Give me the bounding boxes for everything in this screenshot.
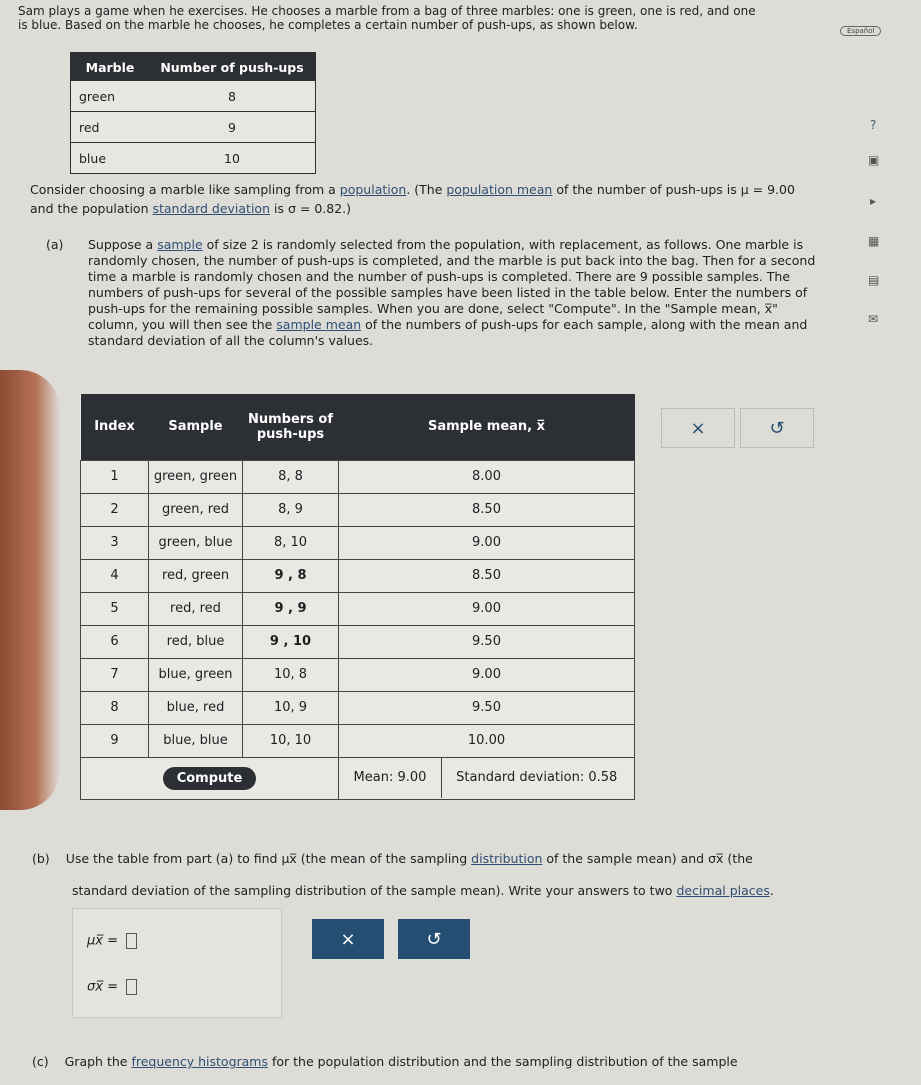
- pushups-cell: 8: [149, 81, 316, 112]
- table-row: [71, 143, 316, 174]
- table-row: [71, 81, 316, 112]
- mean-cell: 9.00: [339, 592, 635, 625]
- sd-summary: Standard deviation: 0.58: [456, 770, 618, 785]
- sigma-xbar-input[interactable]: [126, 979, 137, 995]
- part-c-label: (c): [32, 1054, 49, 1069]
- mu-value: μ = 9.00: [740, 182, 795, 197]
- sigma-xbar-answer-row: σx̅ =: [87, 979, 137, 995]
- pushups-cell: 9: [149, 112, 316, 143]
- mean-cell: 9.00: [339, 526, 635, 559]
- distribution-link[interactable]: distribution: [471, 851, 543, 866]
- standard-deviation-link[interactable]: standard deviation: [152, 201, 271, 216]
- table-row: [81, 460, 635, 493]
- index-cell: 3: [81, 526, 149, 559]
- frequency-histograms-link[interactable]: frequency histograms: [131, 1054, 269, 1069]
- pushups-cell: 8, 10: [243, 526, 339, 559]
- pushups-header: Numbers of push-ups: [243, 394, 339, 460]
- pushups-input-cell[interactable]: 9 , 9: [243, 592, 339, 625]
- part-b-label: (b): [32, 851, 50, 866]
- undo-button[interactable]: ↺: [740, 408, 814, 448]
- clear-button-b[interactable]: ×: [312, 919, 384, 959]
- table-row: [71, 112, 316, 143]
- compute-cell: [81, 757, 339, 799]
- mu-xbar-symbol: μx̅: [281, 851, 297, 866]
- mean-cell: 8.00: [339, 460, 635, 493]
- part-b-answer-box: [72, 908, 282, 1018]
- index-cell: 7: [81, 658, 149, 691]
- sample-mean-header: Sample mean, x̅: [339, 394, 635, 460]
- sample-cell: red, blue: [149, 625, 243, 658]
- mean-cell: 10.00: [339, 724, 635, 757]
- sample-link[interactable]: sample: [157, 237, 203, 252]
- index-cell: 4: [81, 559, 149, 592]
- table-row: [81, 493, 635, 526]
- sample-cell: green, green: [149, 460, 243, 493]
- sigma-value: σ = 0.82: [287, 201, 343, 216]
- decimal-places-link[interactable]: decimal places: [676, 883, 770, 898]
- sample-cell: blue, blue: [149, 724, 243, 757]
- problem-intro: [18, 4, 818, 32]
- sample-cell: green, red: [149, 493, 243, 526]
- consider-paragraph: Consider choosing a marble like sampling from a population. (The population mean of the number of push-ups is μ = 9.00 and the population standard deviation is σ = 0.82.): [30, 182, 795, 216]
- sample-cell: blue, green: [149, 658, 243, 691]
- mu-xbar-answer-row: μx̅ =: [87, 933, 137, 949]
- mean-cell: 9.50: [339, 625, 635, 658]
- table-row: [81, 592, 635, 625]
- part-a: (a) Suppose a sample of size 2 is randomly selected from the population, with replacement, as follows. One marble is randomly chosen, the number of push-ups is completed, and the marble is put back into the bag. Then for a second time a marble is randomly chosen and the number of push-ups is completed. There are 9 possible samples. The numbers of push-ups for several of the possible samples have been listed in the table below. Enter the numbers of push-ups for the remaining possible samples. When you are done, select "Compute". In the "Sample mean, x̅" column, you will then see the sample mean of the numbers of push-ups for each sample, along with the mean and standard deviation of all the column's values.: [46, 237, 816, 348]
- marble-cell: red: [71, 112, 150, 143]
- marble-cell: blue: [71, 143, 150, 174]
- marble-cell: green: [71, 81, 150, 112]
- part-b: (b) Use the table from part (a) to find μx̅ (the mean of the sampling distribution of the sample mean) and σx̅ (the standard deviation of the sampling distribution of the sample mean). Write your answers to two decimal places.: [32, 851, 774, 898]
- index-cell: 9: [81, 724, 149, 757]
- intro-line-2: is blue. Based on the marble he chooses, he completes a certain number of push-ups, as shown below.: [18, 18, 638, 32]
- video-icon[interactable]: ▸: [870, 194, 877, 208]
- mean-cell: 9.00: [339, 658, 635, 691]
- pushups-cell: 8, 8: [243, 460, 339, 493]
- pushups-cell: 10, 8: [243, 658, 339, 691]
- part-c: (c) Graph the frequency histograms for the population distribution and the sampling distribution of the sample: [32, 1054, 738, 1069]
- index-header: Index: [81, 394, 149, 460]
- samples-table: [80, 394, 635, 800]
- finger-shadow: [0, 370, 60, 810]
- sample-cell: blue, red: [149, 691, 243, 724]
- undo-button-b[interactable]: ↺: [398, 919, 470, 959]
- population-mean-link[interactable]: population mean: [446, 182, 553, 197]
- calculator-icon[interactable]: ▦: [868, 234, 880, 248]
- index-cell: 8: [81, 691, 149, 724]
- intro-line-1: Sam plays a game when he exercises. He chooses a marble from a bag of three marbles: one is green, one is red, and one: [18, 4, 756, 18]
- marble-pushups-table: [70, 52, 316, 174]
- index-cell: 1: [81, 460, 149, 493]
- pushups-cell: 10, 10: [243, 724, 339, 757]
- table-row: [81, 724, 635, 757]
- sample-mean-link[interactable]: sample mean: [276, 317, 362, 332]
- pushups-header: Number of push-ups: [149, 53, 316, 82]
- table-row: [81, 526, 635, 559]
- index-cell: 6: [81, 625, 149, 658]
- compute-button[interactable]: Compute: [163, 767, 257, 790]
- message-icon[interactable]: ✉: [868, 312, 879, 326]
- index-cell: 5: [81, 592, 149, 625]
- pushups-cell: 10, 9: [243, 691, 339, 724]
- table-row: [81, 559, 635, 592]
- sample-header: Sample: [149, 394, 243, 460]
- sample-cell: green, blue: [149, 526, 243, 559]
- marble-header: Marble: [71, 53, 150, 82]
- pushups-cell: 10: [149, 143, 316, 174]
- part-a-label: (a): [46, 237, 64, 252]
- pushups-input-cell[interactable]: 9 , 10: [243, 625, 339, 658]
- sample-cell: red, red: [149, 592, 243, 625]
- pushups-input-cell[interactable]: 9 , 8: [243, 559, 339, 592]
- sigma-xbar-symbol: σx̅: [708, 851, 724, 866]
- table-row: [81, 658, 635, 691]
- table-row: [81, 625, 635, 658]
- table-row: [81, 691, 635, 724]
- book-icon[interactable]: ▣: [868, 153, 880, 167]
- espanol-button[interactable]: Español: [840, 26, 881, 36]
- index-cell: 2: [81, 493, 149, 526]
- mean-summary: Mean: 9.00: [339, 758, 442, 798]
- mean-cell: 8.50: [339, 493, 635, 526]
- summary-cell: [339, 757, 635, 799]
- sample-cell: red, green: [149, 559, 243, 592]
- formula-icon[interactable]: ▤: [868, 273, 880, 287]
- clear-button[interactable]: ×: [661, 408, 735, 448]
- mean-cell: 8.50: [339, 559, 635, 592]
- mean-cell: 9.50: [339, 691, 635, 724]
- population-link[interactable]: population: [339, 182, 407, 197]
- mu-xbar-input[interactable]: [126, 933, 137, 949]
- help-icon[interactable]: ?: [870, 118, 877, 132]
- pushups-cell: 8, 9: [243, 493, 339, 526]
